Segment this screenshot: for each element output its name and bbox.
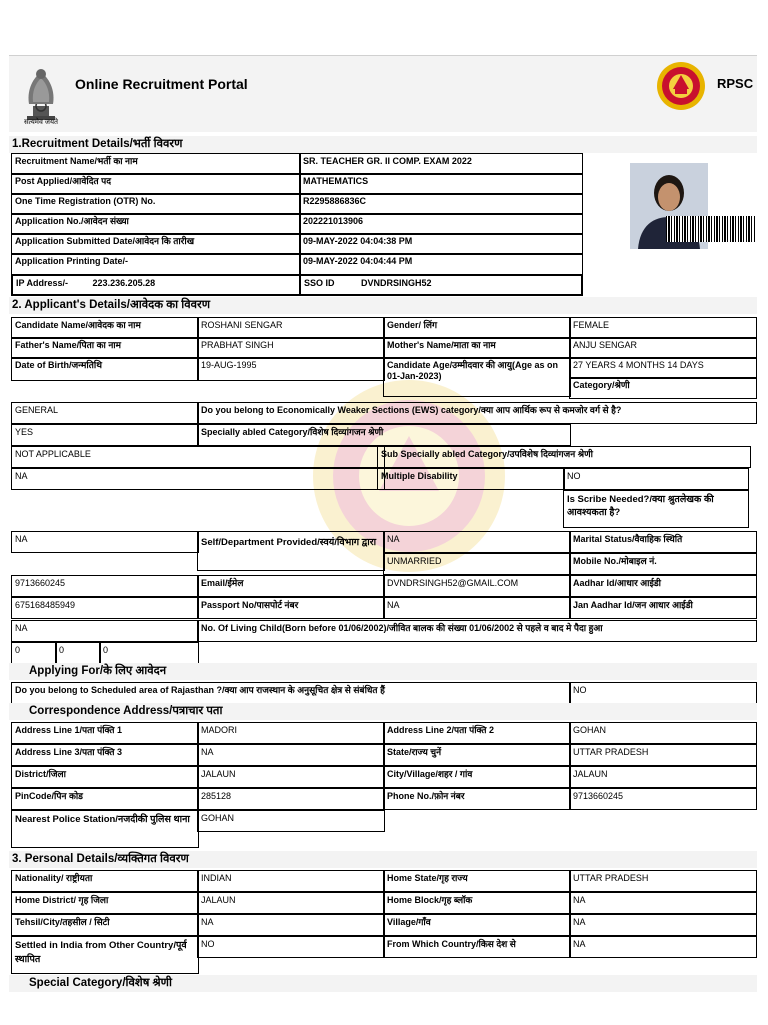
father-name-value: PRABHAT SINGH: [197, 337, 385, 359]
address-line3-label: Address Line 3/पता पंक्ति 3: [11, 744, 199, 766]
nationality-value: INDIAN: [197, 870, 385, 892]
aadhar-value: 675168485949: [11, 597, 199, 619]
home-district-value: JALAUN: [197, 892, 385, 914]
scheduled-area-value: NO: [569, 682, 757, 704]
multiple-disability-label: Multiple Disability: [377, 468, 565, 490]
category-label: Category/श्रेणी: [569, 377, 757, 399]
applicant-section-title: 2. Applicant's Details/आवेदक का विवरण: [9, 297, 757, 314]
scheduled-area-label: Do you belong to Scheduled area of Rajasthan ?/क्या आप राजस्थान के अनुसूचित क्षेत्र से संबंधित हैं: [11, 682, 571, 704]
ip-address-cell: [11, 274, 301, 296]
age-value: 27 YEARS 4 MONTHS 14 DAYS: [569, 357, 757, 379]
jan-aadhar-label: Jan Aadhar Id/जन आधार आईडी: [569, 597, 757, 619]
mother-name-value: ANJU SENGAR: [569, 337, 757, 359]
scribe-needed-label: Is Scribe Needed?/क्या श्रुतलेखक की आवश्यकता है?: [563, 490, 749, 528]
email-value: DVNDRSINGH52@GMAIL.COM: [383, 575, 571, 597]
email-label: Email/ईमेल: [197, 575, 385, 597]
mobile-label: Mobile No./मोबाइल नं.: [569, 553, 757, 575]
home-block-label: Home Block/गृह ब्लॉक: [383, 892, 571, 914]
pincode-value: 285128: [197, 788, 385, 810]
settled-india-value: NO: [197, 936, 385, 958]
mother-name-label: Mother's Name/माता का नाम: [383, 337, 571, 359]
application-form: [9, 55, 757, 1025]
dob-label: Date of Birth/जन्मतिथि: [11, 357, 199, 381]
application-no-label: Application No./आवेदन संख्या: [11, 213, 301, 235]
special-category-title: Special Category/विशेष श्रेणी: [9, 975, 757, 992]
scribe-needed-value: NA: [11, 531, 199, 553]
emblem-caption: सत्यमेव जयते: [23, 119, 59, 126]
marital-status-label: Marital Status/वैवाहिक स्थिति: [569, 531, 757, 553]
otr-value: R2295886836C: [299, 193, 583, 215]
home-block-value: NA: [569, 892, 757, 914]
tehsil-label: Tehsil/City/तहसील / सिटी: [11, 914, 199, 936]
address-line2-value: GOHAN: [569, 722, 757, 744]
village-value: NA: [569, 914, 757, 936]
candidate-name-label: Candidate Name/आवेदक का नाम: [11, 317, 199, 339]
living-child-count: 0: [99, 642, 199, 664]
sub-specially-abled-label: Sub Specially abled Category/उपविशेष दिव्यांगजन श्रेणी: [377, 446, 751, 468]
sso-id-label: SSO ID: [304, 278, 335, 288]
applying-for-title: Applying For/के लिए आवेदन: [9, 663, 757, 680]
home-state-value: UTTAR PRADESH: [569, 870, 757, 892]
dob-value: 19-AUG-1995: [197, 357, 385, 381]
phone-value: 9713660245: [569, 788, 757, 810]
from-country-value: NA: [569, 936, 757, 958]
sub-specially-abled-value: NA: [11, 468, 385, 490]
from-country-label: From Which Country/किस देश से: [383, 936, 571, 958]
gender-label: Gender/ लिंग: [383, 317, 571, 339]
phone-label: Phone No./फ़ोन नंबर: [383, 788, 571, 810]
recruitment-name-label: Recruitment Name/भर्ती का नाम: [11, 153, 301, 175]
correspondence-address-title: Correspondence Address/पत्राचार पता: [9, 703, 757, 720]
ip-address-label: IP Address/-: [16, 278, 69, 288]
rpsc-logo-icon: [656, 59, 706, 114]
city-label: City/Village/शहर / गांव: [383, 766, 571, 788]
barcode-icon: [666, 216, 756, 242]
rpsc-text: RPSC: [717, 76, 754, 91]
ews-value: YES: [11, 424, 199, 446]
tehsil-value: NA: [197, 914, 385, 936]
city-value: JALAUN: [569, 766, 757, 788]
mobile-value: 9713660245: [11, 575, 199, 597]
application-no-value: 202221013906: [299, 213, 583, 235]
nationality-label: Nationality/ राष्ट्रीयता: [11, 870, 199, 892]
submitted-date-value: 09-MAY-2022 04:04:38 PM: [299, 233, 583, 255]
passport-value: NA: [383, 597, 571, 619]
self-department-value: NA: [383, 531, 571, 553]
candidate-name-value: ROSHANI SENGAR: [197, 317, 385, 339]
address-line1-label: Address Line 1/पता पंक्ति 1: [11, 722, 199, 744]
specially-abled-value: NOT APPLICABLE: [11, 446, 385, 468]
state-label: State/राज्य चुनें: [383, 744, 571, 766]
multiple-disability-value: NO: [563, 468, 749, 490]
recruitment-section-title: 1.Recruitment Details/भर्ती विवरण: [9, 136, 757, 153]
ews-label: Do you belong to Economically Weaker Sections (EWS) category/क्या आप आर्थिक रूप से कमजोर वर्ग से है?: [197, 402, 757, 424]
marital-status-value: UNMARRIED: [383, 553, 571, 575]
recruitment-name-value: SR. TEACHER GR. II COMP. EXAM 2022: [299, 153, 583, 175]
pincode-label: PinCode/पिन कोड: [11, 788, 199, 810]
otr-label: One Time Registration (OTR) No.: [11, 193, 301, 215]
category-value: GENERAL: [11, 402, 199, 424]
sso-id-cell: [299, 274, 583, 296]
address-line1-value: MADORI: [197, 722, 385, 744]
submitted-date-label: Application Submitted Date/आवेदन कि तारीख: [11, 233, 301, 255]
aadhar-label: Aadhar Id/आधार आईडी: [569, 575, 757, 597]
self-department-label: Self/Department Provided/स्वयं/विभाग द्वारा: [197, 531, 385, 571]
post-applied-value: MATHEMATICS: [299, 173, 583, 195]
settled-india-label: Settled in India from Other Country/पूर्व स्थापित: [11, 936, 199, 974]
passport-label: Passport No/पासपोर्ट नंबर: [197, 597, 385, 619]
specially-abled-label: Specially abled Category/विशेष दिव्यांगजन श्रेणी: [197, 424, 571, 446]
printing-date-label: Application Printing Date/-: [11, 253, 301, 275]
gender-value: FEMALE: [569, 317, 757, 339]
age-label: Candidate Age/उम्मीदवार की आयु(Age as on 01-Jan-2023): [383, 357, 571, 397]
living-child-label: No. Of Living Child(Born before 01/06/2002)/जीवित बालक की संख्या 01/06/2002 से पहले व बाद मे पैदा हुआ: [197, 620, 757, 642]
police-station-value: GOHAN: [197, 810, 385, 832]
address-line2-label: Address Line 2/पता पंक्ति 2: [383, 722, 571, 744]
district-label: District/जिला: [11, 766, 199, 788]
portal-title: Online Recruitment Portal: [75, 76, 248, 92]
district-value: JALAUN: [197, 766, 385, 788]
sso-id-value: DVNDRSINGH52: [361, 278, 432, 288]
post-applied-label: Post Applied/आवेदित पद: [11, 173, 301, 195]
state-value: UTTAR PRADESH: [569, 744, 757, 766]
jan-aadhar-value: NA: [11, 620, 199, 642]
personal-section-title: 3. Personal Details/व्यक्तिगत विवरण: [9, 851, 757, 868]
living-child-count: 0: [55, 642, 101, 664]
printing-date-value: 09-MAY-2022 04:04:44 PM: [299, 253, 583, 275]
village-label: Village/गाँव: [383, 914, 571, 936]
police-station-label: Nearest Police Station/नजदीकी पुलिस थाना: [11, 810, 199, 848]
portal-header: [9, 56, 757, 132]
home-state-label: Home State/गृह राज्य: [383, 870, 571, 892]
father-name-label: Father's Name/पिता का नाम: [11, 337, 199, 359]
living-child-count: 0: [11, 642, 57, 664]
address-line3-value: NA: [197, 744, 385, 766]
home-district-label: Home District/ गृह जिला: [11, 892, 199, 914]
ip-address-value: 223.236.205.28: [92, 278, 156, 288]
